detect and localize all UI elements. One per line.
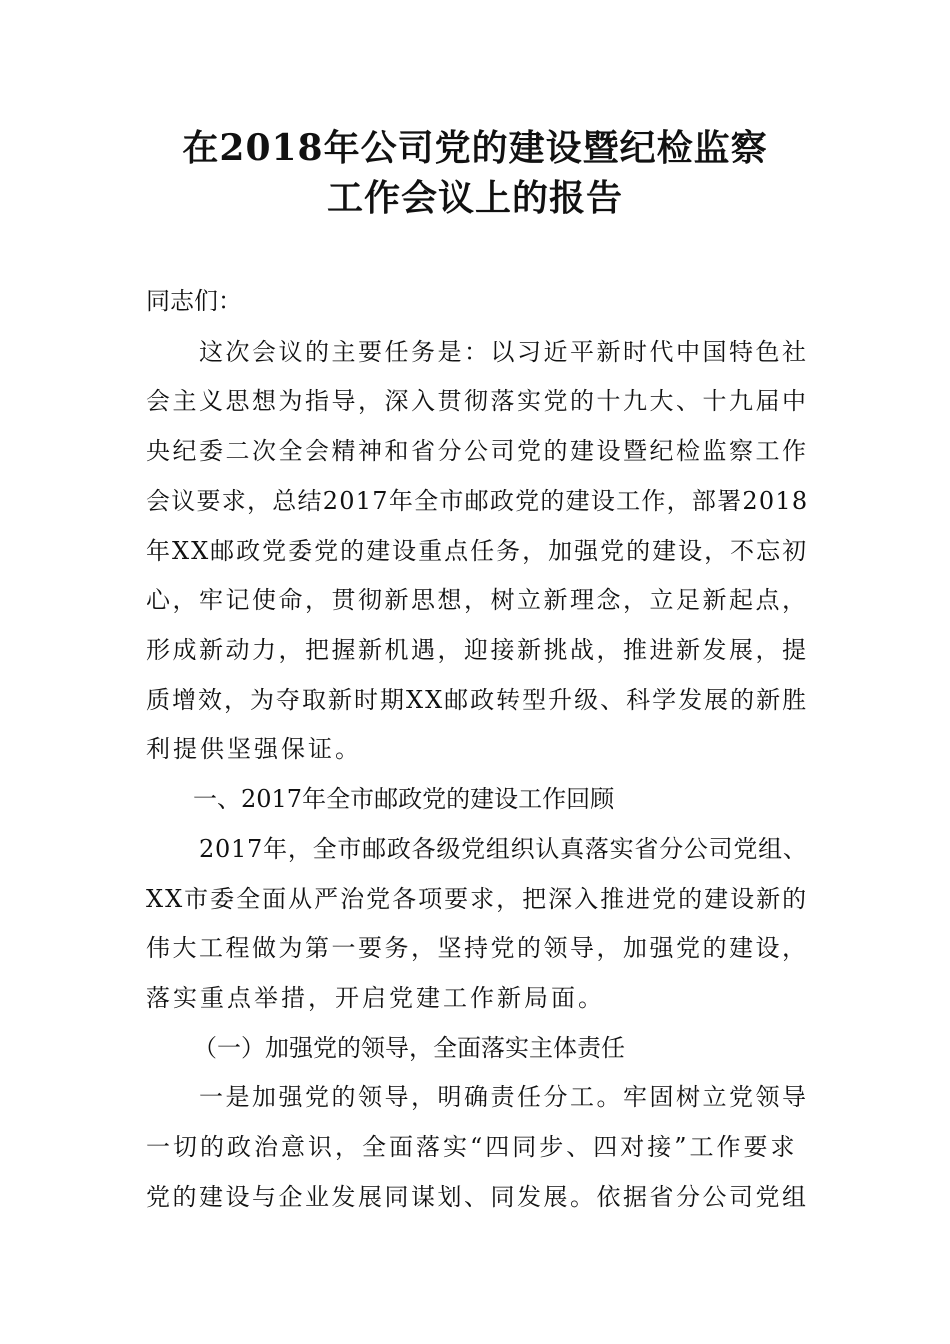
document-title-line-1: 在2018年公司党的建设暨纪检监察 bbox=[182, 127, 768, 169]
body-line: 会主义思想为指导，深入贯彻落实党的十九大、十九届中 bbox=[146, 387, 809, 415]
body-line: 党的建设与企业发展同谋划、同发展。依据省分公司党组 bbox=[146, 1183, 809, 1211]
section-heading: 一、2017年全市邮政党的建设工作回顾 bbox=[193, 785, 615, 813]
body-line: 2017年，全市邮政各级党组织认真落实省分公司党组、 bbox=[199, 835, 808, 863]
subsection-heading: （一）加强党的领导，全面落实主体责任 bbox=[193, 1034, 625, 1062]
body-line: 伟大工程做为第一要务，坚持党的领导，加强党的建设， bbox=[146, 934, 809, 962]
body-line: 年XX邮政党委党的建设重点任务，加强党的建设，不忘初 bbox=[146, 537, 809, 565]
body-line: 形成新动力，把握新机遇，迎接新挑战，推进新发展，提 bbox=[146, 636, 809, 664]
document-title-line-2: 工作会议上的报告 bbox=[326, 177, 623, 219]
body-line: 一切的政治意识，全面落实“四同步、四对接”工作要求 bbox=[146, 1133, 798, 1161]
body-line: 一是加强党的领导，明确责任分工。牢固树立党领导 bbox=[199, 1083, 809, 1111]
body-line: 央纪委二次全会精神和省分公司党的建设暨纪检监察工作 bbox=[146, 437, 809, 465]
body-line: 会议要求，总结2017年全市邮政党的建设工作，部署2018 bbox=[146, 487, 809, 515]
body-line: XX市委全面从严治党各项要求，把深入推进党的建设新的 bbox=[146, 885, 809, 913]
body-line: 心，牢记使命，贯彻新思想，树立新理念，立足新起点， bbox=[146, 586, 809, 614]
body-line: 这次会议的主要任务是：以习近平新时代中国特色社 bbox=[199, 338, 809, 366]
salutation: 同志们： bbox=[146, 287, 242, 315]
body-line: 落实重点举措，开启党建工作新局面。 bbox=[146, 984, 605, 1012]
body-line: 质增效，为夺取新时期XX邮政转型升级、科学发展的新胜 bbox=[146, 686, 809, 714]
body-line: 利提供坚强保证。 bbox=[146, 735, 362, 763]
